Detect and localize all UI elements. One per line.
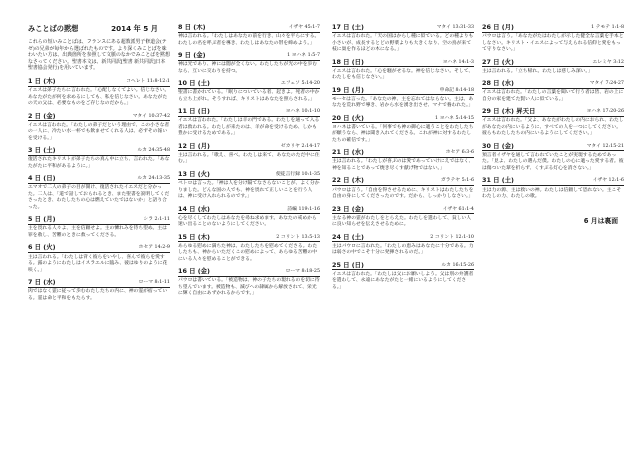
entry-header	[28, 244, 170, 253]
entry-header	[28, 216, 170, 225]
daily-entry	[28, 244, 170, 274]
scripture-reference: ホセア 6:3-6	[445, 150, 474, 156]
scripture-reference: マタイ 7:24-27	[589, 81, 624, 87]
entry-day: 23 日 (金)	[332, 204, 364, 213]
daily-entry	[178, 234, 320, 264]
verse-text: イエスは言われた。「父よ、あなたがわたしの内におられ、わたしがあなたの内にいるように、すべての人を一つにしてください。彼らもわたしたちの内にいるようにしてください。」	[482, 118, 624, 137]
entry-day: 3 日 (土)	[28, 146, 56, 155]
daily-entry	[178, 108, 320, 138]
entry-day: 2 日 (金)	[28, 111, 56, 120]
daily-entry	[28, 175, 170, 211]
entry-day: 9 日 (金)	[178, 51, 206, 60]
verse-text: イエスは言われた。「わたしは父にお願いしよう。父は別の弁護者を遣わして、永遠にあなたがたと一緒にいるようにしてくださる。」	[332, 271, 474, 290]
verse-text: 主は言われる。「歌え、喜べ。わたしは来て、あなたのただ中に住む。」	[178, 152, 320, 165]
verse-text: モーセは言った。「あなたの神、主を忘れてはならない。主は、あなたを荒れ野で導き、岩から水を湧き出させ、マナで養われた。」	[332, 96, 474, 109]
scripture-reference: 使徒言行録 10:1-35	[275, 171, 320, 177]
verse-text: 復活されたキリストが弟子たちの真ん中に立ち、言われた。「あなたがたに平和があるように。」	[28, 157, 170, 169]
verse-text: 主は言われる。「わたしが喜ぶのは愛であっていけにえではなく、神を知ることであって焼き尽くす献げ物ではない。」	[332, 159, 474, 171]
daily-entry	[178, 143, 320, 166]
daily-entry	[178, 171, 320, 201]
scripture-reference: ヨハネ 17:20-26	[586, 109, 624, 115]
next-month-note: 6 月は裏面	[583, 216, 618, 225]
daily-entry	[482, 59, 624, 76]
entry-header	[332, 87, 474, 96]
page-header	[28, 24, 170, 34]
verse-text: パウロは書いている。「被造物は、神の子たちの現れるのを切に待ち望んでいます。被造物も、滅びへの隷属から解放されて、栄光に輝く自由にあずかれるからです。」	[178, 278, 320, 297]
entry-header	[332, 234, 474, 243]
daily-entry	[482, 80, 624, 103]
daily-entry	[178, 80, 320, 103]
verse-text: 神は光であり、神には闇が全くない。わたしたちが光の中を歩むなら、互いに交わりを持つ。	[178, 62, 318, 74]
scripture-reference: ルカ 24:13-35	[137, 176, 170, 182]
daily-entry	[178, 52, 320, 75]
entry-day: 27 日 (火)	[482, 57, 514, 66]
verse-text: 聖書に書かれている。「眠りについている者、起きよ。死者の中から立ち上がれ。そうすれば、キリストはあなたを照らされる。」	[178, 90, 320, 102]
scripture-reference: エレミヤ 3:12	[592, 59, 624, 65]
scripture-reference: ヨハネ 10:1-10	[285, 109, 320, 115]
entry-header	[332, 149, 474, 158]
verse-text: 主なる神の霊がわたしをとらえた。わたしを遣わして、貧しい人に良い知らせを伝えさせるために。	[332, 215, 472, 228]
entry-header	[178, 108, 320, 117]
scripture-reference: ガラテヤ 5:1-6	[440, 178, 474, 184]
entry-day: 5 日 (月)	[28, 215, 56, 224]
entry-header	[178, 143, 320, 152]
scripture-reference: コヘレト 11:8-12:1	[126, 78, 170, 84]
entry-day: 15 日 (木)	[178, 232, 210, 241]
verse-text: 預言者イザヤを通して言われていたことが実現するためであった。「見よ、わたしの選んだ僕。わたしの心に適った愛する者。彼は傷ついた葦を折らず、くすぶる灯心を消さない。」	[482, 152, 624, 171]
daily-entry	[482, 24, 624, 54]
entry-day: 1 日 (木)	[28, 76, 56, 85]
daily-entry	[332, 234, 474, 257]
entry-header	[28, 113, 170, 122]
verse-text: 肉ではなく霊に従って歩むわたしたちの内に、神の霊が宿っている。霊は命と平和をもたらす。	[28, 289, 168, 301]
page-date: 2014 年 5 月	[111, 24, 158, 33]
entry-header	[178, 171, 320, 180]
scripture-reference: イザヤ 61:1-4	[442, 206, 474, 212]
entry-day: 12 日 (月)	[178, 141, 210, 150]
entry-day: 18 日 (日)	[332, 57, 364, 66]
verse-text: 主は言われる。「立ち帰れ。わたしは慈しみ深い。」	[482, 68, 593, 74]
scripture-reference: ローマ 8:1-11	[138, 280, 170, 286]
daily-entry	[482, 108, 624, 138]
entry-header	[332, 115, 474, 124]
entry-header	[332, 177, 474, 186]
scripture-reference: 詩編 119:1-16	[287, 206, 320, 212]
entry-day: 14 日 (水)	[178, 204, 210, 213]
daily-entry	[332, 177, 474, 200]
entry-day: 17 日 (土)	[332, 24, 364, 31]
entry-day: 19 日 (月)	[332, 85, 364, 94]
verse-text: ヨハネは書いている。「何事でも神の御心に適うことをわたしたちが願うなら、神は聞き入れてくださる。これが神に対するわたしたちの確信です。」	[332, 124, 474, 143]
daily-entry	[332, 206, 474, 229]
entry-header	[178, 268, 320, 277]
scripture-reference: 1 テモテ 1:1-8	[591, 25, 624, 30]
entry-header	[332, 262, 474, 271]
entry-day: 31 日 (土)	[482, 176, 514, 185]
verse-text: パウロは言う。「自由を得させるために、キリストはわたしたちを自由の身にしてくださったのです。だから、しっかりしなさい。」	[332, 187, 474, 200]
verse-text: イエスは言われた。「天の国はからし種に似ている。どの種よりも小さいが、成長するとどの野菜よりも大きくなり、空の鳥が来て枝に巣を作るほどの木になる。」	[332, 34, 474, 53]
scripture-reference: シラ 2:1-11	[143, 217, 170, 223]
scripture-reference: マタイ 10:37-42	[132, 113, 170, 119]
verse-text: 主はパウロに言われた。「わたしの恵みはあなたに十分である。力は弱さの中でこそ十分に発揮されるのだ。」	[332, 243, 474, 256]
entry-header	[178, 24, 320, 33]
scripture-reference: ローマ 8:18-25	[285, 269, 320, 275]
verse-text: イエスは言われた。「わたしは羊の門である。わたしを通って入る者は救われる。わたしが来たのは、羊が命を受けるため、しかも豊かに受けるためである。」	[178, 118, 320, 137]
scripture-reference: 1 ヨハネ 5:14-15	[435, 115, 474, 121]
column-3	[332, 24, 474, 442]
entry-day: 28 日 (水)	[482, 79, 514, 88]
scripture-reference: 2 コリント 13:5-13	[276, 234, 320, 240]
entry-header	[28, 147, 170, 156]
intro-text: これらの短いみことばは、フランスにある超教派男子修道会(テゼ)の兄弟が毎年から選ばれたものです。より深くみことばを味わいたい方は、出典箇所を参照して文脈のなかでみことばを黙想なさってください。聖書本文は、新共同訳[聖書 新共同訳]日本聖書協会発行)を用いています。	[28, 39, 170, 72]
scripture-reference: イザヤ 45:1-7	[288, 25, 320, 30]
entry-day: 10 日 (土)	[178, 79, 210, 88]
daily-entry	[178, 206, 320, 229]
entry-header	[332, 59, 474, 68]
daily-entry	[332, 115, 474, 145]
scripture-reference: ホセア 14:2-9	[138, 245, 170, 251]
verse-text: イエスは弟子たちに言われた。「心配しなくてよい。信じなさい。あなたがたが何を求めるにしても、私を信じなさい。あなたがたの天の父は、必要なものをご存じなのだから。」	[28, 88, 170, 107]
scripture-reference: 2 コリント 12:1-10	[430, 234, 474, 240]
verse-text: 主は言われる。「わたしは背く彼らをいやし、喜んで彼らを愛する。露のようにわたしはイスラエルに臨み、彼はゆりのように花咲く。」	[28, 254, 168, 273]
entry-header	[28, 175, 170, 184]
entry-day: 7 日 (水)	[28, 278, 56, 287]
verse-text: イエスは言われた。「わたしの言葉を聞いて行う者は皆、岩の上に自分の家を建てた賢い人に似ている。」	[482, 90, 624, 102]
verse-text: あらゆる慰めに満ちた神は、わたしたちを慰めてくださる。わたしたちも、神からいただくこの慰めによって、あらゆる苦難の中にいる人々を慰めることができる。	[178, 243, 318, 262]
verse-text: イエスは言われた。「わたしの弟子だという理由で、この小さな者の一人に、冷たい水一杯でも飲ませてくれる人は、必ずその報いを受ける。」	[28, 122, 170, 141]
entry-header	[332, 206, 474, 215]
daily-entry	[332, 59, 474, 82]
entry-day: 20 日 (火)	[332, 113, 364, 122]
entry-day: 16 日 (金)	[178, 267, 210, 276]
scripture-reference: 申命記 8:14-18	[439, 87, 474, 93]
entry-day: 26 日 (月)	[482, 24, 514, 31]
entry-day: 22 日 (木)	[332, 176, 364, 185]
entry-day: 29 日 (木) 昇天日	[482, 107, 536, 116]
daily-entry	[28, 279, 170, 302]
entry-header	[178, 52, 320, 61]
entry-day: 21 日 (水)	[332, 148, 364, 157]
verse-text: 主を畏れる人々よ、主を信頼せよ。主の憐れみを待ち望め。主は罪を赦し、苦難のときに救ってくださる。	[28, 226, 167, 238]
entry-header	[28, 279, 170, 288]
entry-header	[332, 24, 474, 33]
entry-day: 4 日 (日)	[28, 174, 56, 183]
daily-entry	[178, 268, 320, 298]
scripture-reference: ルカ 16:15-26	[441, 262, 474, 268]
scripture-reference: イザヤ 12:1-6	[592, 178, 624, 184]
entry-header	[482, 24, 624, 33]
scripture-reference: ヨハネ 14:1-3	[442, 59, 474, 65]
verse-text: ペトロは言った。「神は人を分け隔てなさらないことが、よく分かりました。どんな国の人でも、神を畏れて正しいことを行う人は、神に受け入れられるのです。」	[178, 181, 320, 200]
entry-header	[482, 59, 624, 68]
verse-text: エマオで二人の弟子の目が開け、復活されたイエスだと分かった。二人は、「道で話しておられるとき、また聖書を説明してくださったとき、わたしたちの心は燃えていたではないか」と語り合った。	[28, 185, 170, 210]
entry-header	[482, 108, 624, 117]
daily-entry	[482, 177, 624, 200]
entry-day: 6 日 (火)	[28, 243, 56, 252]
entry-header	[482, 177, 624, 186]
scripture-reference: マタイ 12:15-21	[586, 143, 624, 149]
daily-entry	[332, 149, 474, 172]
entry-header	[482, 143, 624, 152]
entry-header	[482, 80, 624, 89]
verse-text: 心を尽くしてわたしはあなたを尋ね求めます。あなたの戒めから迷い出ることのないようにしてください。	[178, 215, 317, 228]
daily-entry	[332, 262, 474, 292]
daily-entry	[482, 143, 624, 173]
scripture-reference: 1 ヨハネ 1:5-7	[287, 53, 320, 59]
verse-text: イエスは言われた。「心を騒がせるな。神を信じなさい。そして、わたしをも信じなさい。」	[332, 68, 474, 81]
entry-header	[28, 78, 170, 87]
page-title: みことばの黙想	[28, 24, 79, 33]
daily-entry	[28, 147, 170, 170]
entry-day: 24 日 (土)	[332, 232, 364, 241]
entry-day: 8 日 (木)	[178, 24, 206, 31]
column-1	[28, 24, 170, 442]
entry-day: 11 日 (日)	[178, 107, 210, 116]
daily-entry	[28, 216, 170, 239]
daily-entry	[332, 87, 474, 110]
scripture-reference: ゼカリヤ 2:14-17	[280, 143, 320, 149]
verse-text: パウロは言う。「あなたがたはわたしが示した健全な言葉を手本としなさい。キリスト・イエスによって与えられる信仰と愛をもって守りなさい。」	[482, 34, 624, 53]
entry-header	[178, 80, 320, 89]
daily-entry	[28, 78, 170, 108]
entry-day: 25 日 (日)	[332, 260, 364, 269]
entry-day: 13 日 (火)	[178, 169, 210, 178]
scripture-reference: ルカ 24:35-48	[137, 148, 170, 154]
daily-entry	[178, 24, 320, 47]
daily-entry	[332, 24, 474, 54]
column-4	[482, 24, 624, 442]
daily-entry	[28, 113, 170, 143]
entry-header	[178, 234, 320, 243]
verse-text: 神は言われる。「わたしはあなたの前を行き、山々を平らにする。わたしの名を呼ぶ者を導き、わたしはあなたの帯を締めよう。」	[178, 34, 320, 46]
scripture-reference: エフェソ 5:14-20	[281, 81, 320, 87]
column-2	[178, 24, 320, 442]
verse-text: 主は力の源、主は救いの神。わたしは信頼して恐れない。主こそわたしの力、わたしの歌。	[482, 187, 622, 200]
scripture-reference: マタイ 13:31-33	[436, 25, 474, 30]
entry-header	[178, 206, 320, 215]
entry-day: 30 日 (金)	[482, 141, 514, 150]
